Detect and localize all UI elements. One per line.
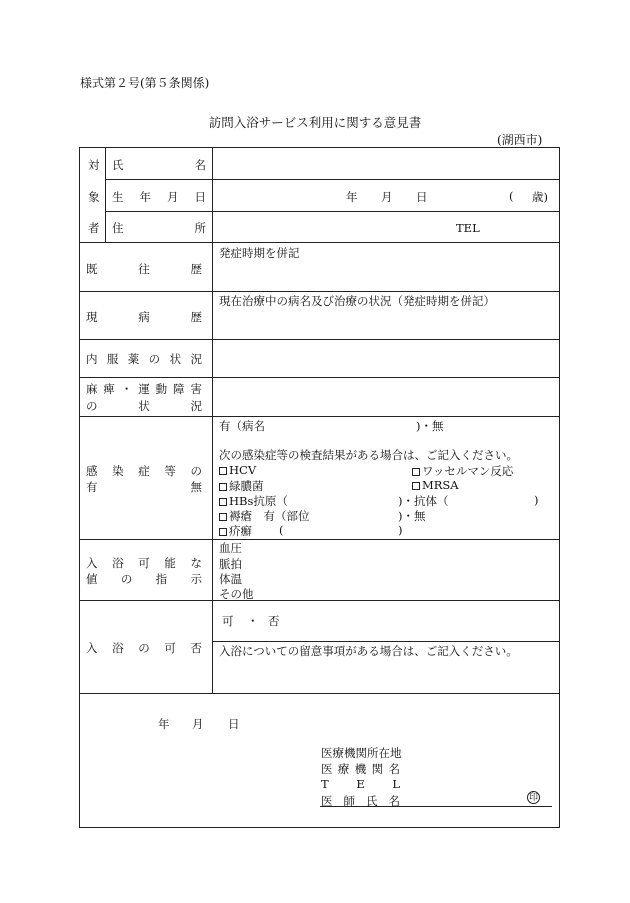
disease-none-option: )・無 — [416, 419, 444, 433]
row-divider — [79, 291, 560, 292]
subject-group-label: 象 — [88, 190, 100, 204]
footer-day-unit: 日 — [228, 717, 240, 731]
bedsore-check[interactable]: 褥瘡 有（部位 — [219, 508, 310, 524]
row-divider — [79, 339, 560, 340]
paralysis-label: の 状 況 — [86, 399, 202, 413]
past-history-label: 既 往 歴 — [86, 262, 202, 276]
subject-group-label: 者 — [88, 221, 100, 235]
checkbox-icon — [219, 528, 227, 536]
birth-month-unit: 月 — [381, 190, 393, 204]
checkbox-icon — [412, 482, 420, 490]
infection-label: 感 染 症 等 の — [86, 464, 202, 478]
scabies-close-paren: ) — [398, 523, 403, 537]
institution-name-label: 医 療 機 関 名 — [321, 762, 400, 776]
wassermann-check[interactable]: ワッセルマン反応 — [412, 463, 513, 479]
scabies-open-paren: ( — [279, 523, 284, 537]
option-separator: ・ — [247, 614, 259, 628]
row-divider — [79, 539, 560, 540]
test-result-instruction: 次の感染症等の検査結果がある場合は、ご記入ください。 — [219, 448, 518, 462]
birth-year-unit: 年 — [346, 190, 358, 204]
birth-day-unit: 日 — [416, 190, 428, 204]
scabies-check[interactable]: 疥癬 — [219, 523, 252, 539]
checkbox-icon — [219, 498, 227, 506]
bedsore-none-option: )・無 — [398, 509, 426, 523]
paralysis-label: 麻 痺 ・ 運 動 障 害 — [86, 382, 202, 396]
column-divider — [212, 147, 213, 693]
document-title: 訪問入浴サービス利用に関する意見書 — [208, 115, 422, 130]
vital-temperature: 体温 — [219, 572, 242, 586]
bathing-note-instruction: 入浴についての留意事項がある場合は、ご記入ください。 — [219, 644, 518, 658]
checkbox-icon — [412, 468, 420, 476]
bathing-ok-label: 入 浴 の 可 否 — [86, 641, 202, 655]
hcv-check[interactable]: HCV — [219, 463, 256, 477]
city-label: (湖西市) — [497, 133, 543, 147]
row-divider — [105, 179, 560, 180]
footer-month-unit: 月 — [192, 717, 204, 731]
row-divider — [212, 641, 560, 642]
row-divider — [79, 377, 560, 378]
address-label: 住 所 — [112, 221, 206, 235]
seal-mark: 印 — [528, 793, 538, 803]
form-number: 様式第２号(第５条関係) — [80, 76, 210, 90]
checkbox-icon — [219, 467, 227, 475]
age-unit: 歳) — [532, 190, 548, 204]
bathing-values-label: 値 の 指 示 — [86, 572, 202, 586]
institution-address-label: 医療機関所在地 — [321, 746, 402, 760]
birth-date-label: 生 年 月 日 — [112, 190, 206, 204]
checkbox-icon — [219, 483, 227, 491]
vital-pulse: 脈拍 — [219, 557, 242, 571]
institution-tel-label: T E L — [321, 777, 400, 791]
row-divider — [79, 600, 560, 601]
age-open: ( — [509, 189, 514, 203]
infection-label: 有 無 — [86, 480, 202, 494]
signature-underline — [320, 806, 552, 807]
tel-label: TEL — [456, 221, 480, 235]
bathing-allowed-option[interactable]: 可 — [222, 614, 234, 628]
name-label: 氏 名 — [112, 158, 206, 172]
pseudomonas-check[interactable]: 緑膿菌 — [219, 478, 264, 494]
mrsa-check[interactable]: MRSA — [412, 478, 459, 492]
bathing-denied-option[interactable]: 否 — [268, 614, 280, 628]
present-illness-note: 現在治療中の病名及び治療の状況（発症時期を併記） — [219, 294, 495, 308]
hbs-antigen-check[interactable]: HBs抗原（ — [219, 493, 288, 509]
address-field[interactable] — [214, 213, 444, 241]
footer-year-unit: 年 — [158, 717, 170, 731]
row-divider — [79, 416, 560, 417]
vital-other: その他 — [219, 587, 254, 601]
past-history-note: 発症時期を併記 — [219, 246, 300, 260]
bathing-values-label: 入 浴 可 能 な — [86, 556, 202, 570]
hbs-antibody-label: )・抗体（ — [398, 494, 449, 508]
hbs-close-paren: ) — [534, 493, 539, 507]
vital-blood-pressure: 血圧 — [219, 541, 242, 555]
subject-group-label: 対 — [88, 158, 100, 172]
disease-name-prefix: 有（病名 — [219, 419, 265, 433]
row-divider — [105, 211, 560, 212]
row-divider — [79, 242, 560, 243]
checkbox-icon — [219, 513, 227, 521]
doctor-name-label: 医 師 氏 名 — [321, 794, 400, 808]
medication-label: 内 服 薬 の 状 況 — [86, 352, 202, 366]
row-divider — [79, 693, 560, 694]
name-field[interactable] — [214, 150, 559, 178]
column-divider — [105, 147, 106, 242]
present-illness-label: 現 病 歴 — [86, 310, 202, 324]
